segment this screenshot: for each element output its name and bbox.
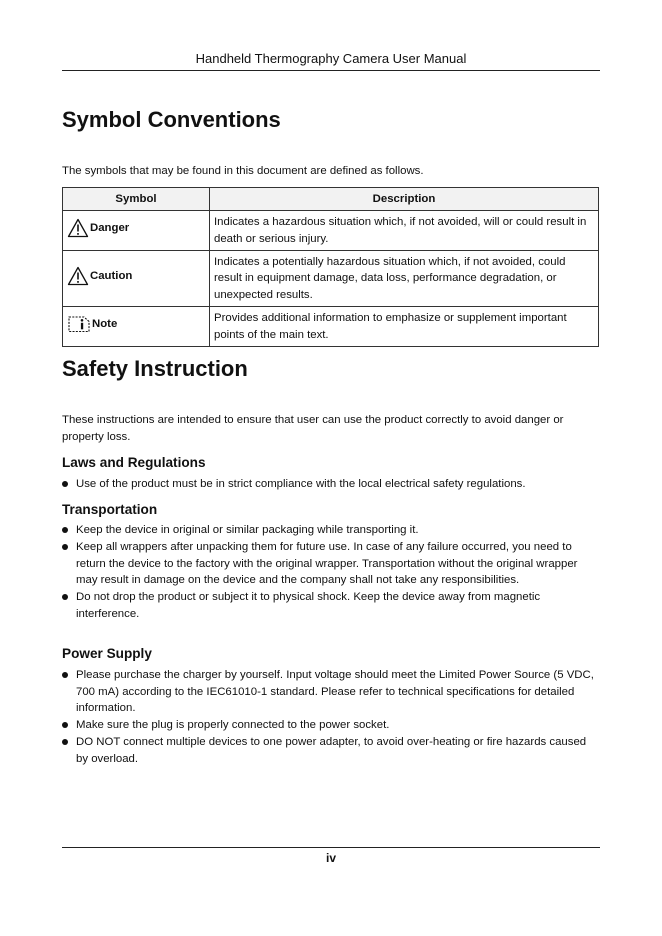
- symbol-conventions-heading: Symbol Conventions: [62, 107, 281, 132]
- list-item: Keep all wrappers after unpacking them for future use. In case of any failure occurred, you need to return the device to the factory with the original wrapper. Transportation without the original wrapper may result in damage on the device and the company shall not take any responsibilities.: [62, 539, 600, 589]
- description-cell: Provides additional information to emphasize or supplement important points of the main text.: [210, 307, 599, 347]
- list-item: Make sure the plug is properly connected to the power socket.: [62, 717, 600, 734]
- table-row: [63, 251, 599, 307]
- safety-instruction-intro: These instructions are intended to ensure that user can use the product correctly to avoid danger or property loss.: [62, 414, 564, 443]
- page-number: iv: [325, 851, 336, 865]
- laws-regulations-list: [62, 476, 600, 493]
- laws-regulations-heading: Laws and Regulations: [62, 455, 206, 470]
- symbol-label-note: Note: [92, 317, 118, 330]
- description-cell: Indicates a potentially hazardous situation which, if not avoided, could result in equipment damage, data loss, performance degradation, or unexpected results.: [210, 251, 599, 307]
- symbol-conventions-intro: The symbols that may be found in this document are defined as follows.: [62, 165, 424, 177]
- list-item: Please purchase the charger by yourself. Input voltage should meet the Limited Power Source (5 VDC, 700 mA) according to the IEC61010-1 standard. Please refer to technical specifications for detailed information.: [62, 667, 600, 717]
- transportation-list: [62, 522, 600, 623]
- power-supply-heading: Power Supply: [62, 646, 152, 661]
- symbol-label-caution: Caution: [90, 269, 133, 282]
- page-header: Handheld Thermography Camera User Manual: [195, 51, 467, 66]
- transportation-heading: Transportation: [62, 502, 158, 517]
- symbol-table-header-row: [63, 188, 599, 211]
- description-column-header: Description: [210, 188, 599, 211]
- list-item: Do not drop the product or subject it to physical shock. Keep the device away from magnetic interference.: [62, 589, 600, 622]
- power-supply-list: [62, 667, 600, 768]
- header-rule: [62, 70, 600, 71]
- safety-instruction-heading: Safety Instruction: [62, 356, 248, 381]
- footer-rule: [62, 847, 600, 848]
- symbol-table: [62, 187, 599, 347]
- table-row: [63, 211, 599, 251]
- symbol-cell: [63, 211, 210, 251]
- description-cell: Indicates a hazardous situation which, if not avoided, will or could result in death or serious injury.: [210, 211, 599, 251]
- list-item: Keep the device in original or similar packaging while transporting it.: [62, 522, 600, 539]
- symbol-cell: [63, 251, 210, 307]
- list-item: Use of the product must be in strict compliance with the local electrical safety regulations.: [62, 476, 600, 493]
- symbol-cell: [63, 307, 210, 347]
- table-row: [63, 307, 599, 347]
- warning-triangle-icon: [67, 266, 89, 286]
- list-item: DO NOT connect multiple devices to one power adapter, to avoid over-heating or fire hazards caused by overload.: [62, 734, 600, 767]
- symbol-column-header: Symbol: [63, 188, 210, 211]
- symbol-label-danger: Danger: [90, 221, 130, 234]
- warning-triangle-icon: [67, 218, 89, 238]
- info-note-icon: [67, 315, 91, 333]
